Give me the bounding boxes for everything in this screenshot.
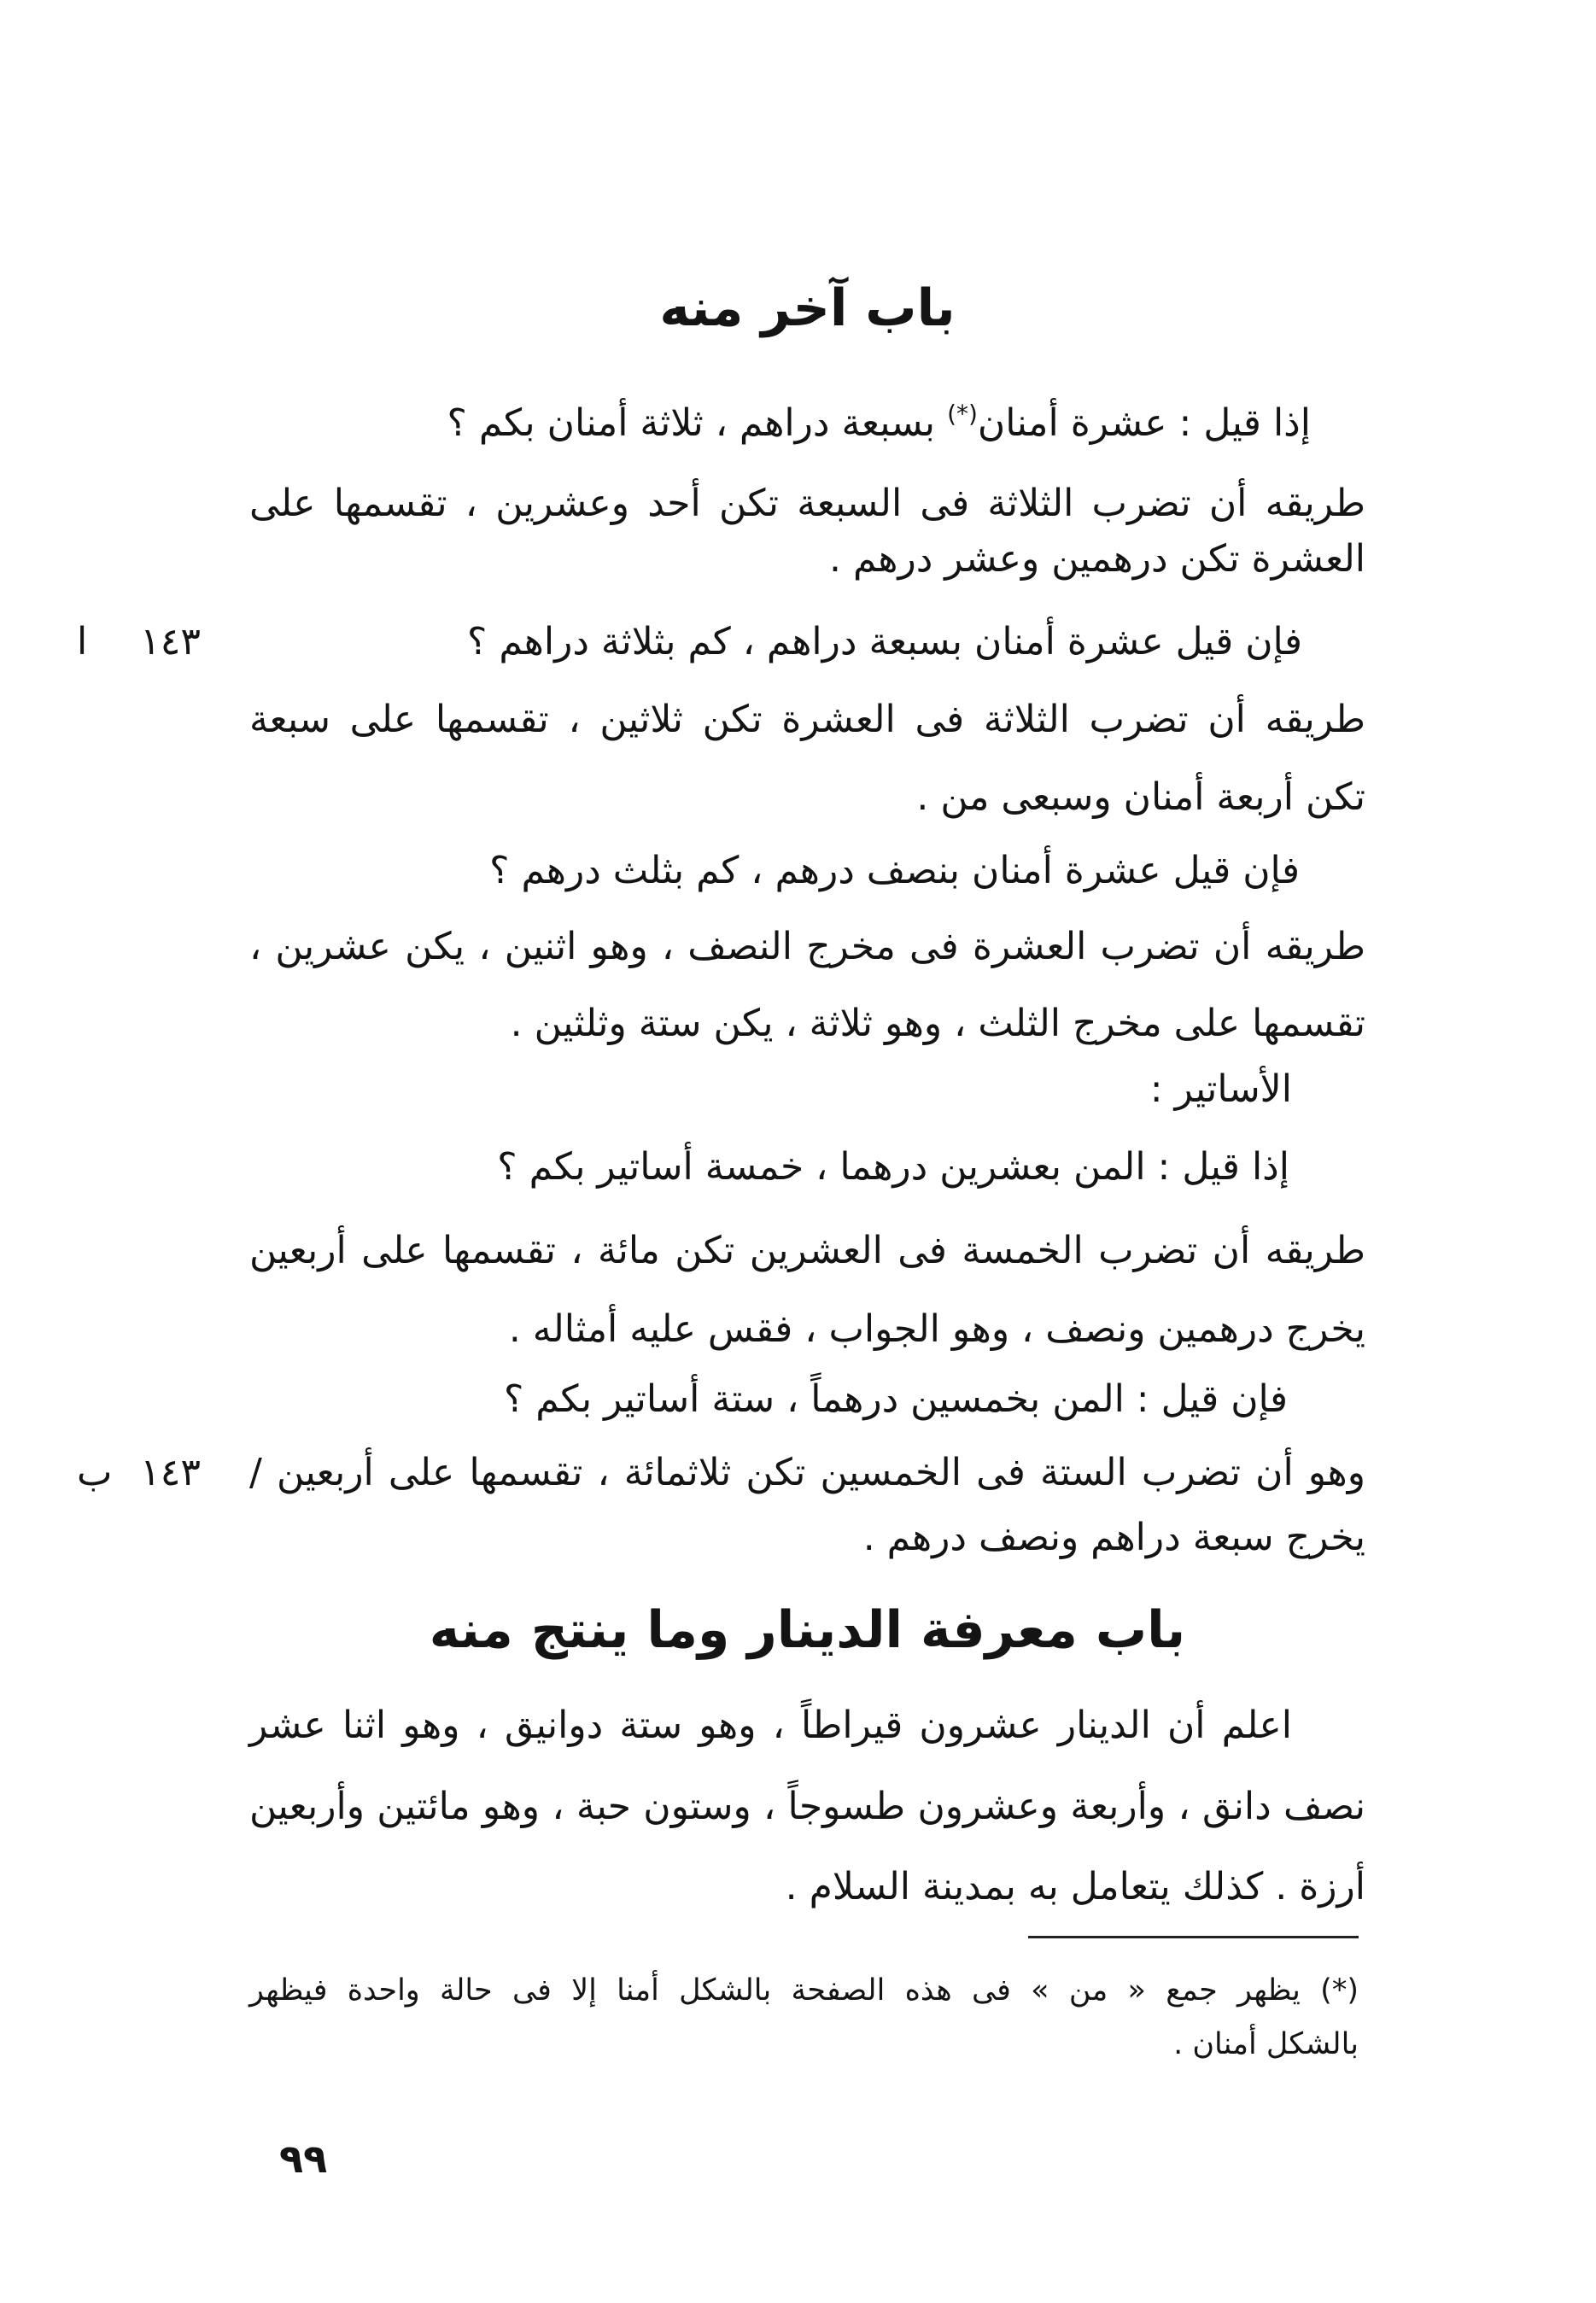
text-line: طريقه أن تضرب الخمسة فى العشرين تكن مائة ، تقسمها على أربعين [249, 1229, 1365, 1272]
section-heading: باب آخر منه [659, 278, 956, 338]
text-line: يخرج سبعة دراهم ونصف درهم . [862, 1516, 1365, 1559]
text-line: يخرج درهمين ونصف ، وهو الجواب ، فقس عليه أمثاله . [508, 1307, 1365, 1351]
text-line: طريقه أن تضرب العشرة فى مخرج النصف ، وهو اثنين ، يكن عشرين ، [249, 925, 1365, 968]
footnote-line: (*) يظهر جمع « من » فى هذه الصفحة بالشكل أمنا إلا فى حالة واحدة فيظهر [249, 1973, 1359, 2008]
text-fragment: إذا قيل : عشرة أمنان [977, 401, 1311, 445]
text-line: فإن قيل عشرة أمنان بسبعة دراهم ، كم بثلاثة دراهم ؟ [467, 620, 1302, 663]
text-fragment: بسبعة دراهم ، ثلاثة أمنان بكم ؟ [447, 401, 936, 445]
footnote-line: بالشكل أمنان . [1173, 2027, 1359, 2061]
text-line: اعلم أن الدينار عشرون قيراطاً ، وهو ستة دوانيق ، وهو اثنا عشر [249, 1704, 1292, 1747]
text-line: وهو أن تضرب الستة فى الخمسين تكن ثلاثمائة ، تقسمها على أربعين / [249, 1451, 1365, 1494]
text-line: العشرة تكن درهمين وعشر درهم . [828, 537, 1365, 581]
text-line: تكن أربعة أمنان وسبعى من . [916, 775, 1365, 819]
subheading-line: الأساتير : [1149, 1067, 1292, 1111]
text-line: طريقه أن تضرب الثلاثة فى العشرة تكن ثلاثين ، تقسمها على سبعة [249, 698, 1365, 741]
text-line: أرزة . كذلك يتعامل به بمدينة السلام . [785, 1865, 1365, 1908]
text-line: تقسمها على مخرج الثلث ، وهو ثلاثة ، يكن ستة وثلثين . [510, 1002, 1365, 1045]
folio-marker: ١٤٣ ا [77, 620, 201, 663]
section-heading: باب معرفة الدينار وما ينتج منه [429, 1600, 1186, 1660]
text-line: طريقه أن تضرب الثلاثة فى السبعة تكن أحد وعشرين ، تقسمها على [249, 482, 1365, 525]
text-line: فإن قيل عشرة أمنان بنصف درهم ، كم بثلث درهم ؟ [489, 849, 1300, 892]
text-line [249, 389, 1365, 445]
footnote-mark: (*) [947, 400, 978, 428]
text-line: نصف دانق ، وأربعة وعشرون طسوجاً ، وستون حبة ، وهو مائتين وأربعين [249, 1785, 1365, 1828]
text-line: إذا قيل : المن بعشرين درهما ، خمسة أساتير بكم ؟ [497, 1145, 1289, 1189]
footnote-rule [1028, 1936, 1359, 1938]
folio-marker: ١٤٣ ب [77, 1451, 201, 1494]
text-line: فإن قيل : المن بخمسين درهماً ، ستة أساتير بكم ؟ [503, 1377, 1288, 1421]
page-number: ٩٩ [279, 2136, 328, 2182]
